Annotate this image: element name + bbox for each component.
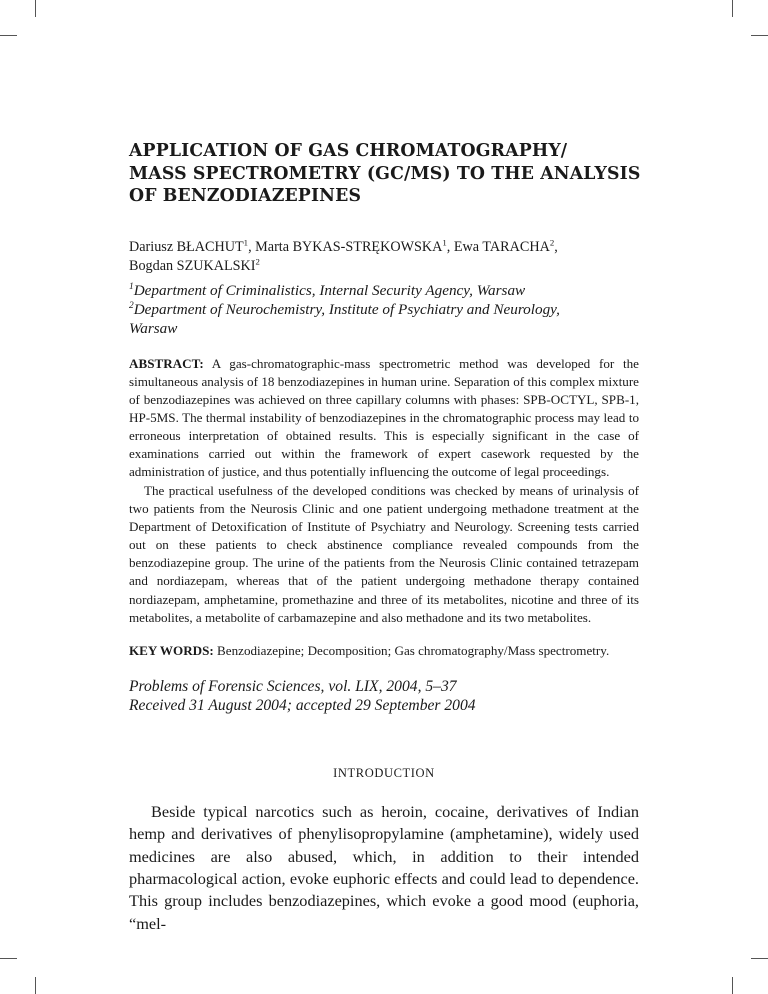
journal-info xyxy=(129,677,639,715)
affiliation-text: Department of Neurochemistry, Institute of Psychiatry and Neurology, xyxy=(133,300,560,318)
introduction-body xyxy=(129,801,639,935)
author-affiliation-marker: 2 xyxy=(255,255,260,266)
article-title xyxy=(129,140,639,208)
crop-mark-bottom-left-vertical xyxy=(35,977,36,994)
affiliation-marker: 2 xyxy=(129,300,134,311)
title-line: MASS SPECTROMETRY (GC/MS) TO THE ANALYSIS xyxy=(129,163,641,184)
abstract-text: A gas-chromatographic-mass spectrometric method was developed for the simultaneous analysis of 18 benzodiazepines in human urine. Separation of this complex mixture of benzodiazepines was achieved on three capillary columns with phases: SPB-OCTYL, SPB-1, HP-5MS. The thermal instability of benzodiazepines in the chromatographic process may lead to erroneous interpretation of obtained results. This is especially significant in the case of examinations carried out within the framework of expert casework requested by the administration of justice, and thus potentially influencing the outcome of legal proceedings. xyxy=(129,355,639,480)
affiliation-marker: 1 xyxy=(129,281,134,292)
crop-mark-top-left-horizontal xyxy=(0,35,17,36)
title-line: OF BENZODIAZEPINES xyxy=(129,186,362,206)
author-separator: , xyxy=(248,238,256,255)
author-affiliation-marker: 1 xyxy=(243,236,249,247)
keywords-label: KEY WORDS: xyxy=(129,642,214,658)
article-page xyxy=(129,140,639,935)
author-affiliation-marker: 1 xyxy=(442,236,447,247)
author-separator: , xyxy=(446,238,454,255)
affiliation xyxy=(129,281,639,300)
crop-mark-top-right-vertical xyxy=(732,0,733,17)
affiliation xyxy=(129,300,639,319)
journal-dates: Received 31 August 2004; accepted 29 September 2004 xyxy=(129,696,476,714)
abstract xyxy=(129,355,639,627)
abstract-label: ABSTRACT: xyxy=(129,355,204,371)
crop-mark-bottom-right-horizontal xyxy=(751,958,768,959)
crop-mark-bottom-left-horizontal xyxy=(0,958,17,959)
intro-paragraph: Beside typical narcotics such as heroin, cocaine, derivatives of Indian hemp and derivatives of phenylisopropylamine (amphetamine), widely used medicines are also abused, which, in addition to their intended pharmacological action, evoke euphoric effects and could lead to dependence. This group includes benzodiazepines, which evoke a good mood (euphoria, “mel- xyxy=(129,801,639,933)
author-separator: , xyxy=(554,238,558,255)
author-name: Dariusz BŁACHUT xyxy=(129,238,244,255)
author-affiliation-marker: 2 xyxy=(549,236,555,247)
affiliation-text: Warsaw xyxy=(129,319,178,337)
crop-mark-top-left-vertical xyxy=(35,0,36,17)
section-title: INTRODUCTION xyxy=(333,765,435,780)
title-line: APPLICATION OF GAS CHROMATOGRAPHY/ xyxy=(129,141,568,161)
journal-citation: Problems of Forensic Sciences, vol. LIX, 2004, 5–37 xyxy=(129,677,457,695)
author-name: Marta BYKAS-STRĘKOWSKA xyxy=(255,238,443,255)
affiliation xyxy=(129,319,639,338)
keywords xyxy=(129,642,639,660)
author-name: Bogdan SZUKALSKI xyxy=(129,257,256,274)
abstract-paragraph xyxy=(129,355,639,482)
author-name: Ewa TARACHA xyxy=(453,238,550,255)
keywords-text: Benzodiazepine; Decomposition; Gas chromatography/Mass spectrometry. xyxy=(213,642,610,658)
crop-mark-top-right-horizontal xyxy=(751,35,768,36)
abstract-paragraph: The practical usefulness of the developed conditions was checked by means of urinalysis of two patients from the Neurosis Clinic and one patient undergoing methadone treatment at the Department of Detoxification of Institute of Psychiatry and Neurology. Screening tests carried out on these patients to check abstinence compliance revealed compounds from the benzodiazepine group. The urine of the patients from the Neurosis Clinic contained tetrazepam and nordiazepam, whereas that of the patient undergoing methadone therapy contained nordiazepam, amphetamine, promethazine and three of its metabolites, nicotine and three of its metabolites, a metabolite of carbamazepine and also methadone and its two metabolites. xyxy=(129,482,639,625)
affiliation-text: Department of Criminalistics, Internal Security Agency, Warsaw xyxy=(133,281,526,299)
author-list xyxy=(129,238,639,276)
crop-mark-bottom-right-vertical xyxy=(732,977,733,994)
affiliations xyxy=(129,281,639,338)
